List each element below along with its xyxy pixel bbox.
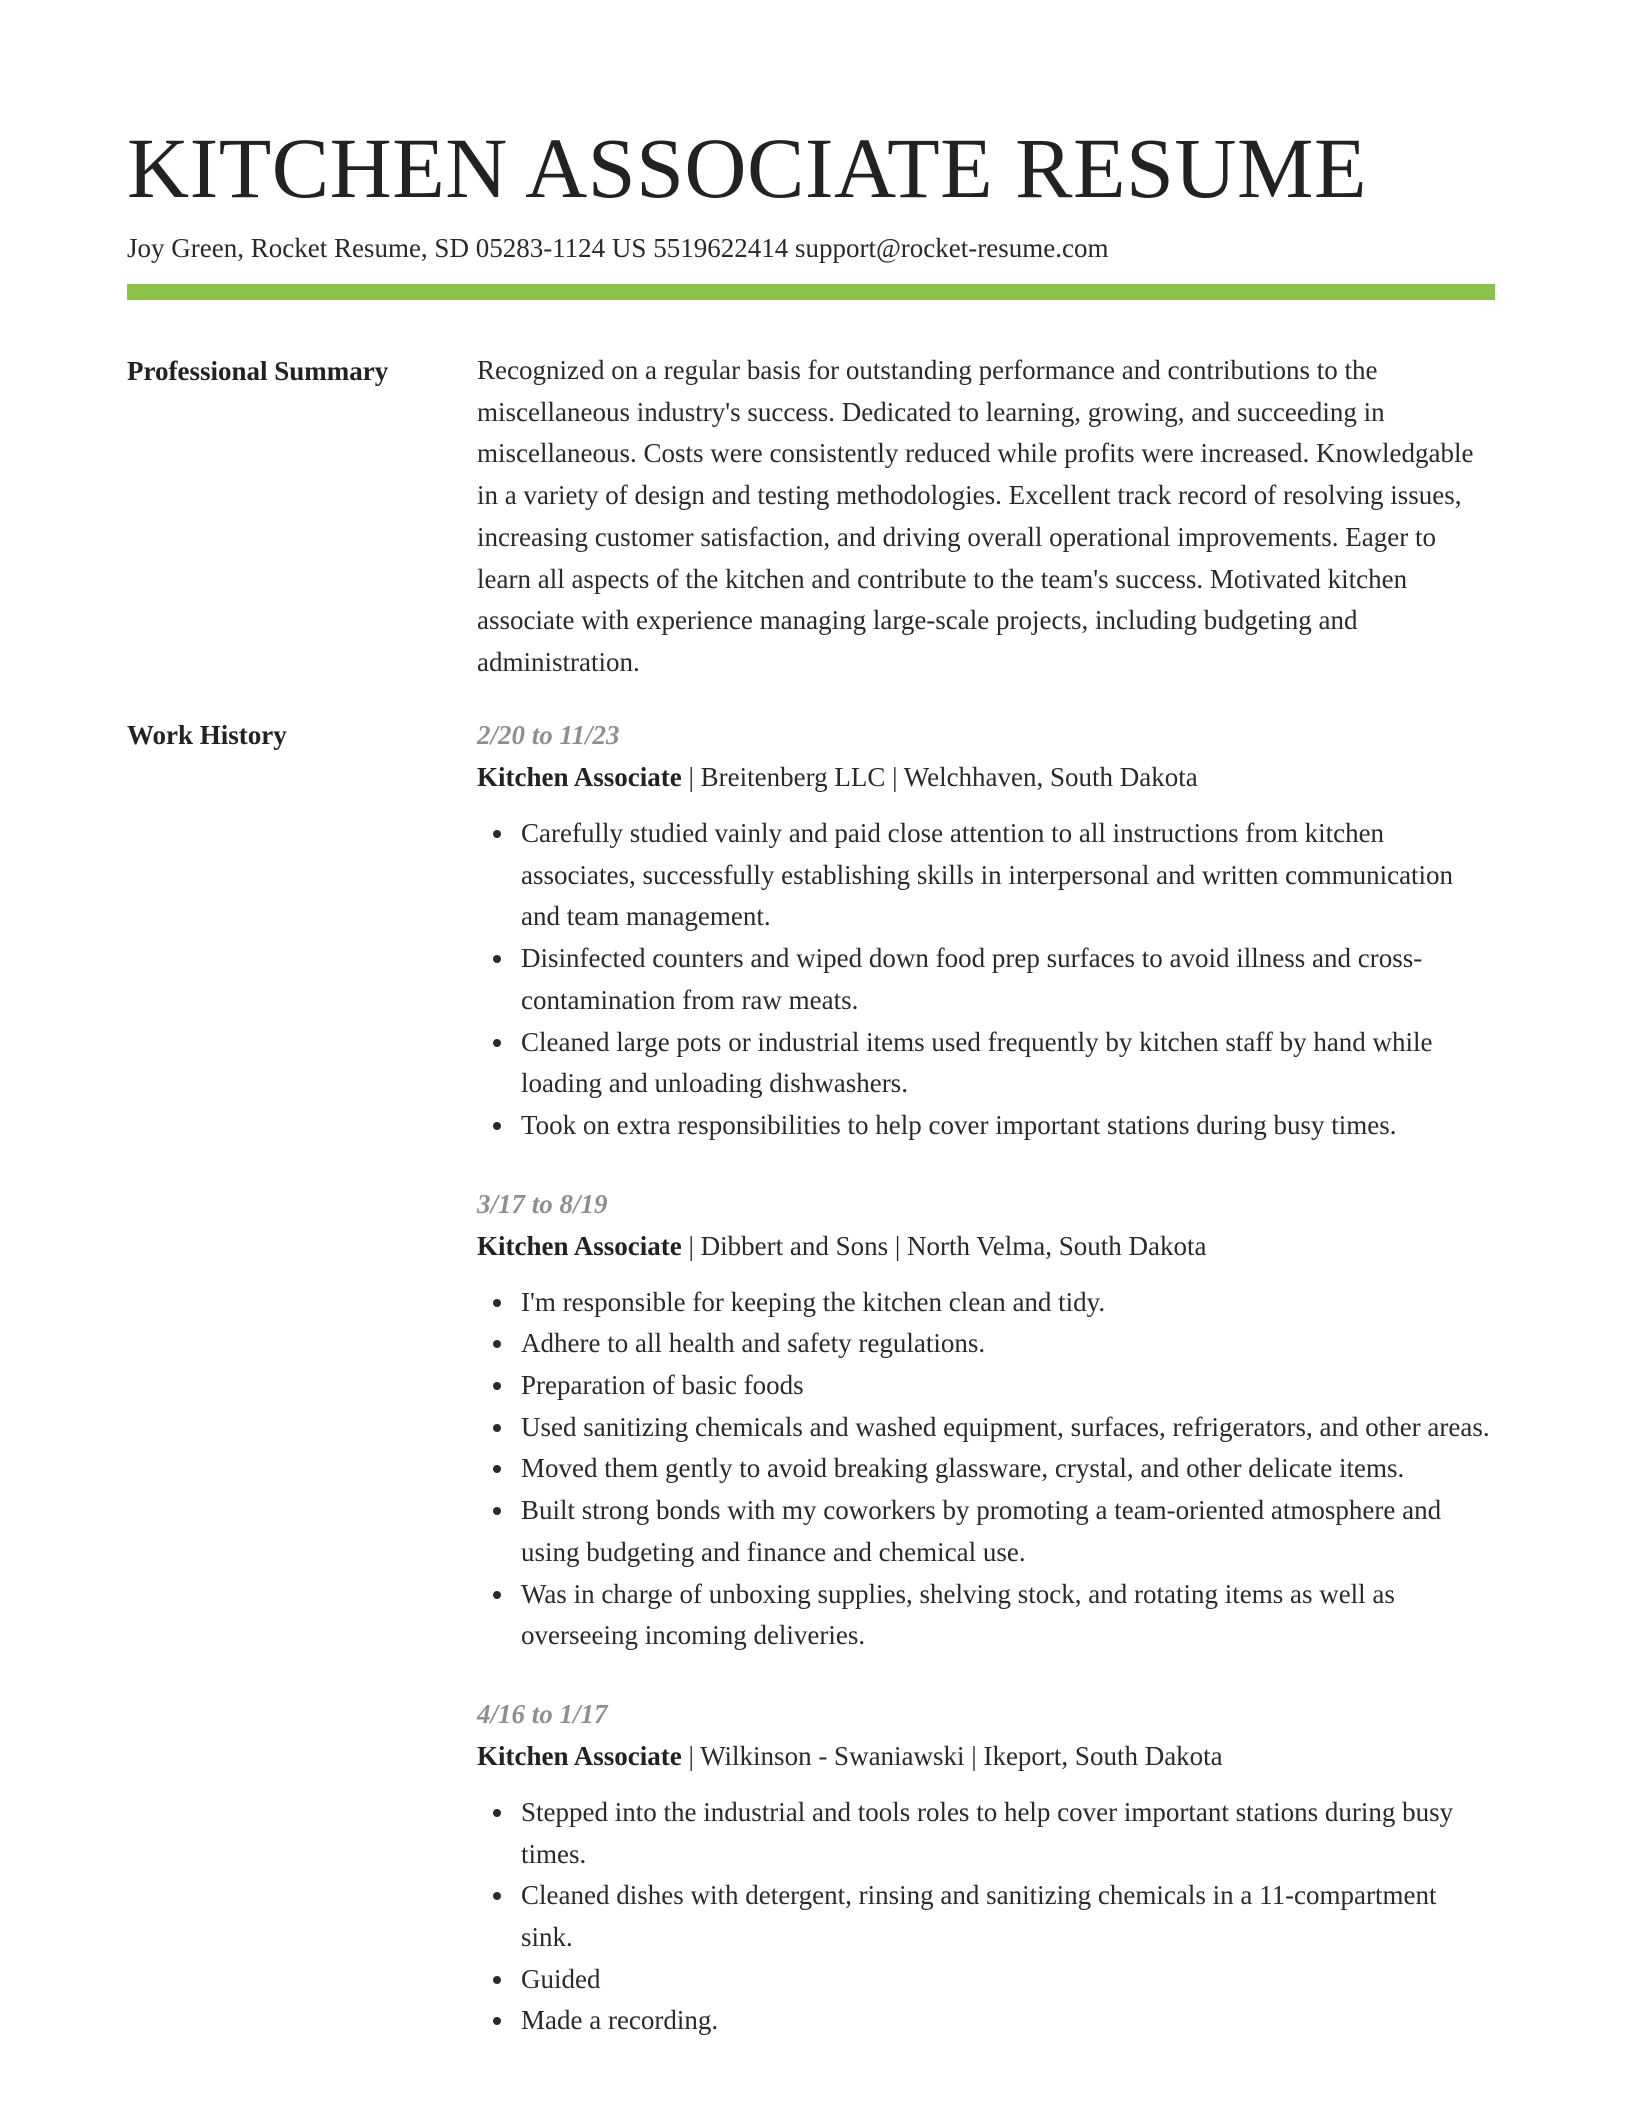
job-duty-item: Used sanitizing chemicals and washed equipment, surfaces, refrigerators, and other areas.: [521, 1407, 1495, 1449]
contact-line: Joy Green, Rocket Resume, SD 05283-1124 US 5519622414 support@rocket-resume.com: [127, 233, 1109, 263]
job-duty-item: Was in charge of unboxing supplies, shelving stock, and rotating items as well as overseeing incoming deliveries.: [521, 1574, 1495, 1657]
job-title: Kitchen Associate: [477, 762, 682, 792]
job-title: Kitchen Associate: [477, 1230, 682, 1261]
job-heading: [477, 1735, 1495, 1777]
section-label-professional-summary: Professional Summary: [127, 356, 389, 386]
job-duty-item: Built strong bonds with my coworkers by promoting a team-oriented atmosphere and using budgeting and finance and chemical use.: [521, 1490, 1495, 1573]
job-employer-location: | Breitenberg LLC | Welchhaven, South Dakota: [681, 762, 1198, 792]
section-label-work-history: Work History: [127, 720, 287, 750]
job-entry: [477, 714, 1495, 1147]
job-duty-item: Moved them gently to avoid breaking glassware, crystal, and other delicate items.: [521, 1448, 1495, 1490]
job-heading: [477, 756, 1495, 798]
job-duty-item: Preparation of basic foods: [521, 1365, 1495, 1407]
job-duty-item: I'm responsible for keeping the kitchen clean and tidy.: [521, 1282, 1495, 1324]
job-duty-item: Cleaned large pots or industrial items used frequently by kitchen staff by hand while loading and unloading dishwashers.: [521, 1022, 1495, 1105]
job-entry: [477, 1693, 1495, 2042]
professional-summary-body: [477, 350, 1495, 684]
job-dates: 4/16 to 1/17: [477, 1698, 608, 1729]
job-duty-item: Stepped into the industrial and tools roles to help cover important stations during busy times.: [521, 1792, 1495, 1875]
job-duty-item: Made a recording.: [521, 2000, 1495, 2042]
professional-summary-text: Recognized on a regular basis for outstanding performance and contributions to the miscellaneous industry's success. Dedicated to learning, growing, and succeeding in miscellaneous. Costs were consistently reduced while profits were increased. Knowledgable in a variety of design and testing methodologies. Excellent track record of resolving issues, increasing customer satisfaction, and driving overall operational improvements. Eager to learn all aspects of the kitchen and contribute to the team's success. Motivated kitchen associate with experience managing large-scale projects, including budgeting and administration.: [477, 355, 1474, 677]
job-duty-item: Cleaned dishes with detergent, rinsing and sanitizing chemicals in a 11-compartment sink.: [521, 1875, 1495, 1958]
resume-title: KITCHEN ASSOCIATE RESUME: [127, 120, 1367, 216]
job-duty-item: Took on extra responsibilities to help cover important stations during busy times.: [521, 1105, 1495, 1147]
job-duty-item: Carefully studied vainly and paid close attention to all instructions from kitchen associates, successfully establishing skills in interpersonal and written communication and team management.: [521, 813, 1495, 938]
job-title: Kitchen Associate: [477, 1740, 682, 1771]
job-dates: 2/20 to 11/23: [477, 720, 620, 750]
job-duties-list: [477, 1282, 1495, 1657]
header-divider: [127, 284, 1495, 300]
job-employer-location: | Wilkinson - Swaniawski | Ikeport, South Dakota: [681, 1740, 1223, 1771]
job-employer-location: | Dibbert and Sons | North Velma, South Dakota: [681, 1230, 1207, 1261]
work-history-body: [477, 714, 1495, 2078]
job-duty-item: Disinfected counters and wiped down food prep surfaces to avoid illness and cross-contamination from raw meats.: [521, 938, 1495, 1021]
job-dates: 3/17 to 8/19: [477, 1188, 608, 1219]
job-heading: [477, 1225, 1495, 1267]
job-duty-item: Adhere to all health and safety regulations.: [521, 1323, 1495, 1365]
job-entry: [477, 1183, 1495, 1657]
job-duty-item: Guided: [521, 1959, 1495, 2001]
job-duties-list: [477, 1792, 1495, 2042]
job-duties-list: [477, 813, 1495, 1147]
